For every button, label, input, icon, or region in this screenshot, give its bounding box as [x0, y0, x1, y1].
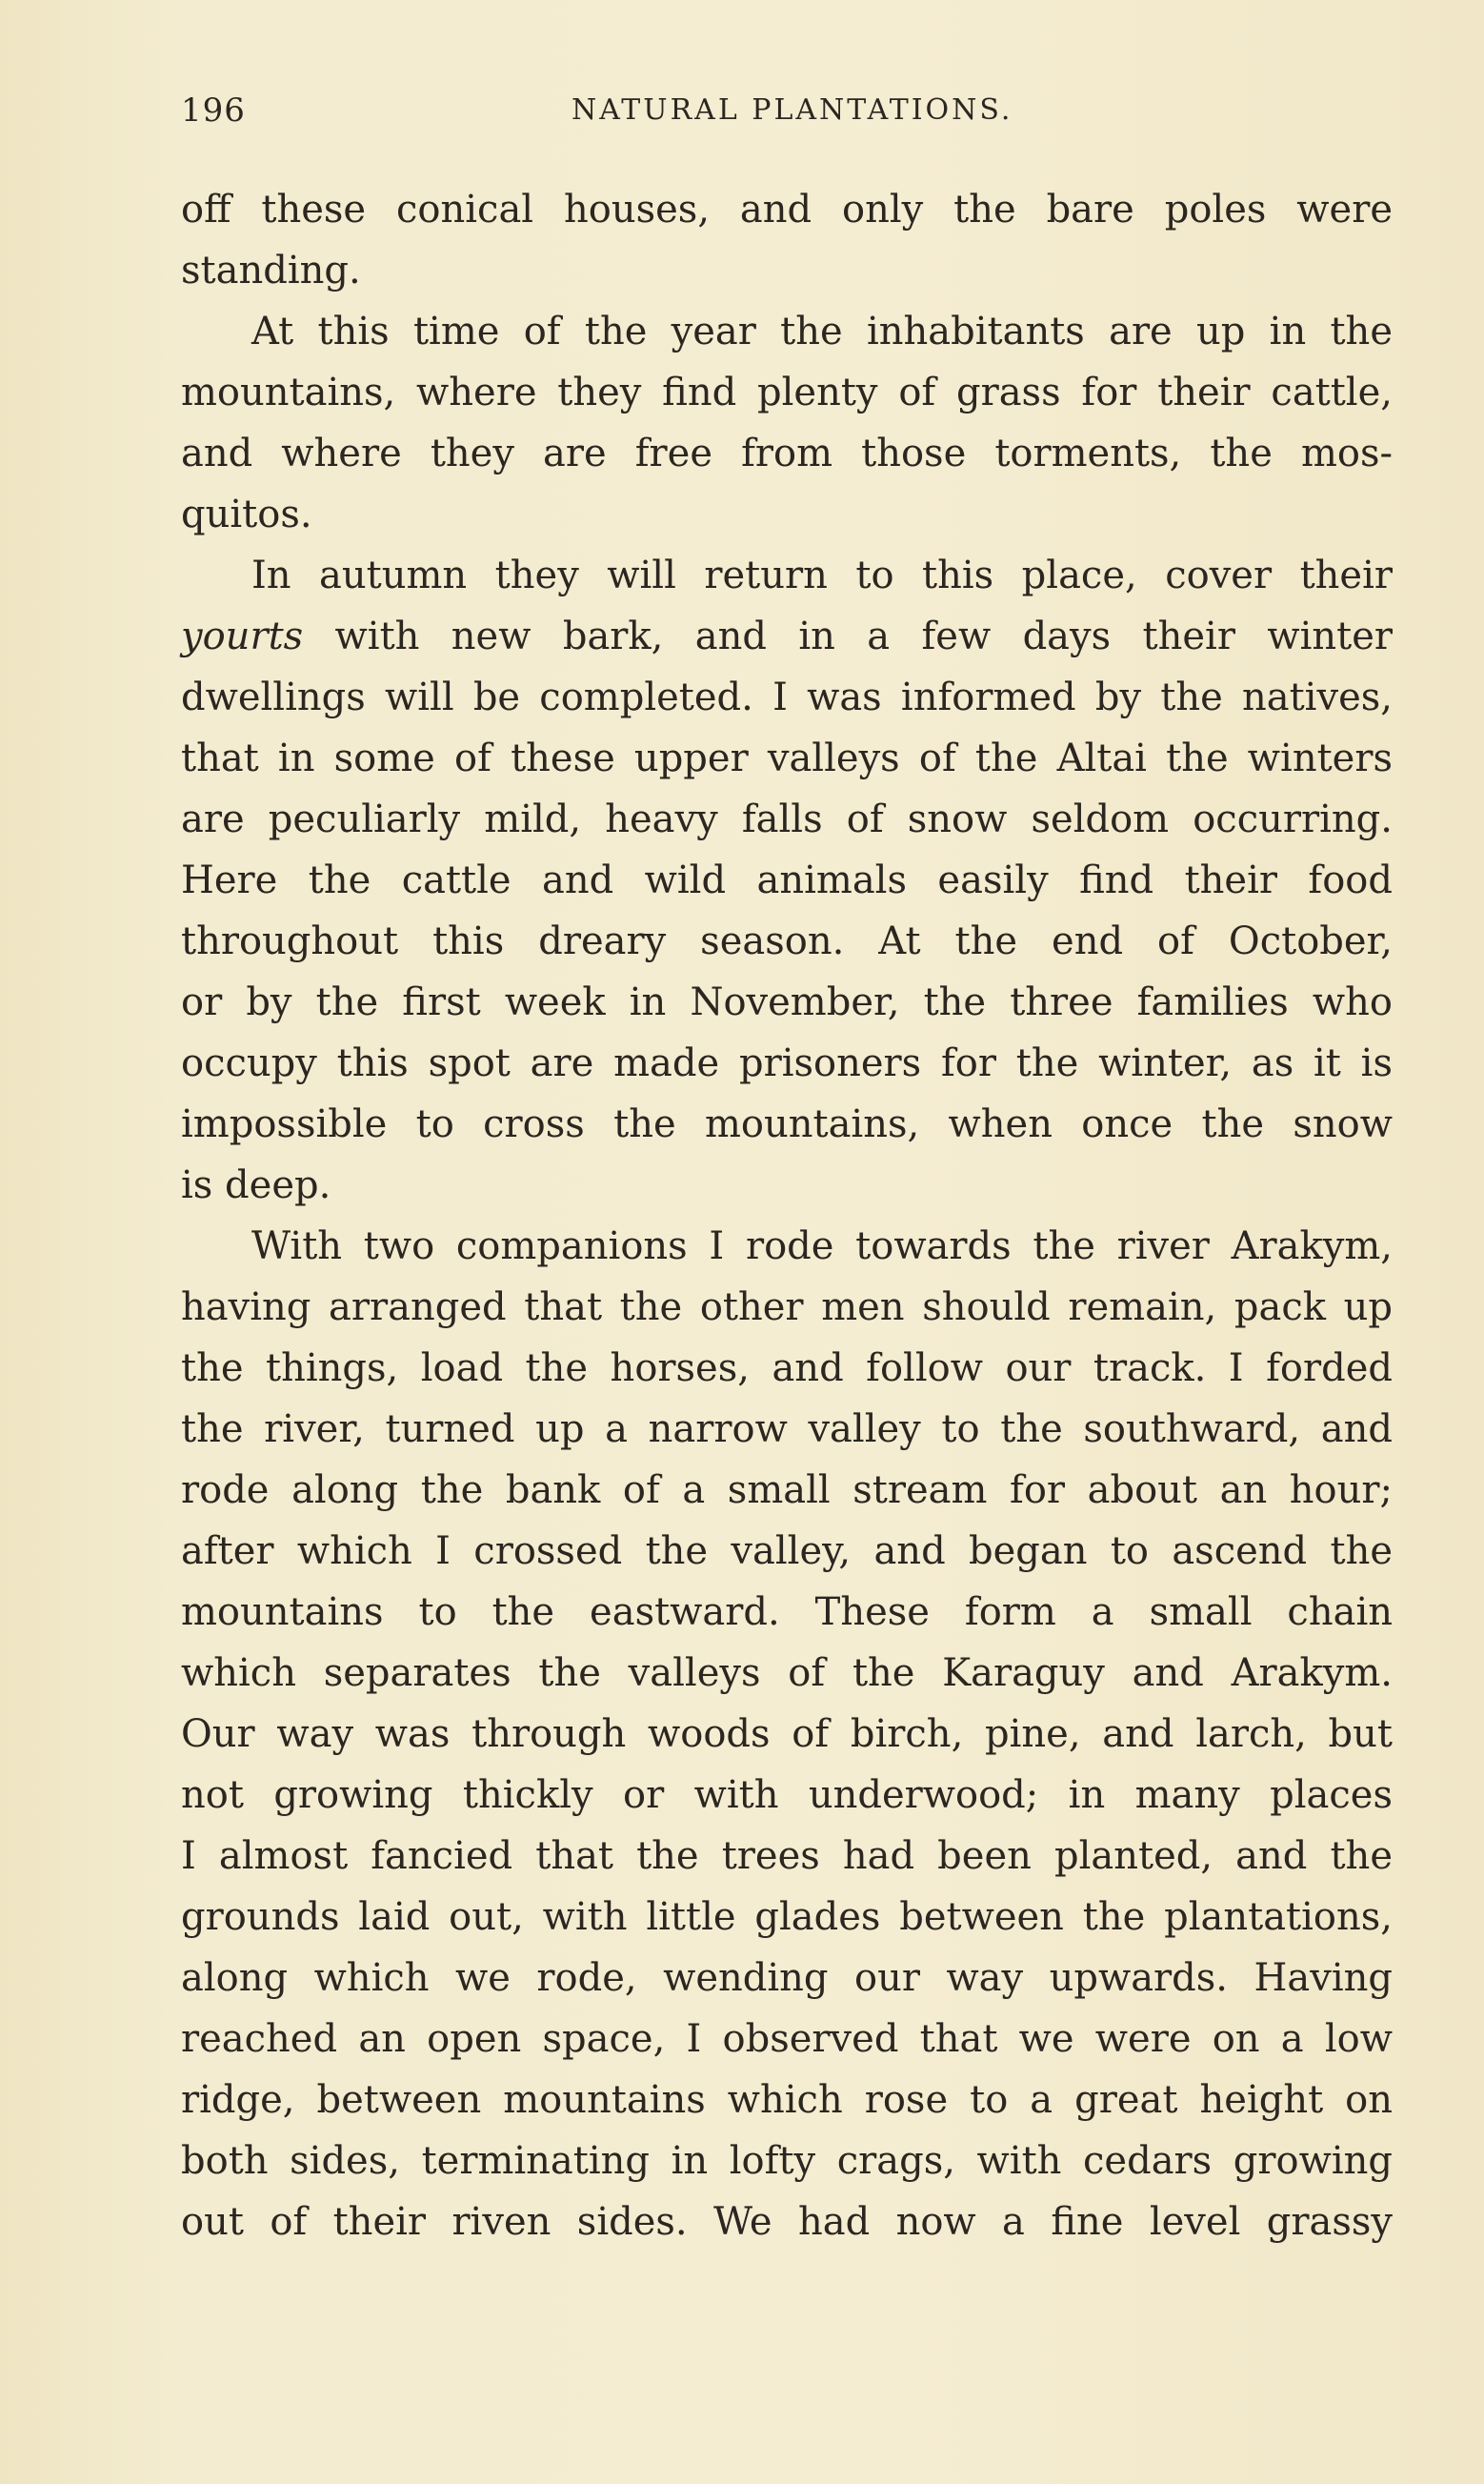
text-line: occupy this spot are made prisoners for the winter, as it is [181, 1041, 1393, 1085]
text-line: reached an open space, I observed that we were on a low [181, 2017, 1393, 2061]
text-line: and where they are free from those torments, the mos- [181, 432, 1393, 475]
text-line: the river, turned up a narrow valley to the southward, and [181, 1407, 1393, 1451]
text-line: standing. [181, 249, 361, 293]
text-line: mountains to the eastward. These form a small chain [181, 1590, 1393, 1634]
text-line: I almost fancied that the trees had been planted, and the [181, 1834, 1393, 1878]
text-line: off these conical houses, and only the bare poles were [181, 188, 1393, 232]
text-line: are peculiarly mild, heavy falls of snow seldom occurring. [181, 798, 1393, 841]
text-line: the things, load the horses, and follow our track. I forded [181, 1346, 1393, 1390]
text-line [181, 606, 1393, 667]
running-title: NATURAL PLANTATIONS. [572, 93, 1013, 127]
text-line: along which we rode, wending our way upwards. Having [181, 1956, 1393, 2000]
page-number: 196 [181, 91, 246, 130]
text-line: Here the cattle and wild animals easily find their food [181, 858, 1393, 902]
text-line: both sides, terminating in lofty crags, with cedars growing [181, 2139, 1393, 2183]
text-line: throughout this dreary season. At the end of October, [181, 919, 1393, 963]
text-line: having arranged that the other men should remain, pack up [181, 1285, 1393, 1329]
text-line: out of their riven sides. We had now a fine level grassy [181, 2200, 1393, 2244]
text-line: rode along the bank of a small stream for about an hour; [181, 1468, 1393, 1512]
body-text [181, 179, 1393, 2252]
text-line: In autumn they will return to this place, cover their [251, 554, 1393, 597]
running-head [181, 91, 1419, 139]
text-line: that in some of these upper valleys of the Altai the winters [181, 737, 1393, 780]
text-line: after which I crossed the valley, and began to ascend the [181, 1529, 1393, 1573]
text-line: impossible to cross the mountains, when once the snow [181, 1102, 1393, 1146]
text-line: not growing thickly or with underwood; in many places [181, 1773, 1393, 1817]
text-line: ridge, between mountains which rose to a great height on [181, 2078, 1393, 2122]
text-line: which separates the valleys of the Karaguy and Arakym. [181, 1651, 1393, 1695]
text-line: is deep. [181, 1163, 331, 1207]
text-line: Our way was through woods of birch, pine, and larch, but [181, 1712, 1393, 1756]
text-line: mountains, where they find plenty of grass for their cattle, [181, 371, 1393, 414]
text-line-rest: with new bark, and in a few days their winter [303, 615, 1393, 658]
text-line: or by the first week in November, the three families who [181, 980, 1393, 1024]
text-line: dwellings will be completed. I was informed by the natives, [181, 676, 1393, 719]
text-line: grounds laid out, with little glades between the plantations, [181, 1895, 1393, 1939]
text-line: quitos. [181, 493, 312, 536]
italic-word: yourts [181, 615, 304, 658]
text-line: With two companions I rode towards the river Arakym, [251, 1224, 1393, 1268]
text-line: At this time of the year the inhabitants are up in the [251, 310, 1393, 353]
